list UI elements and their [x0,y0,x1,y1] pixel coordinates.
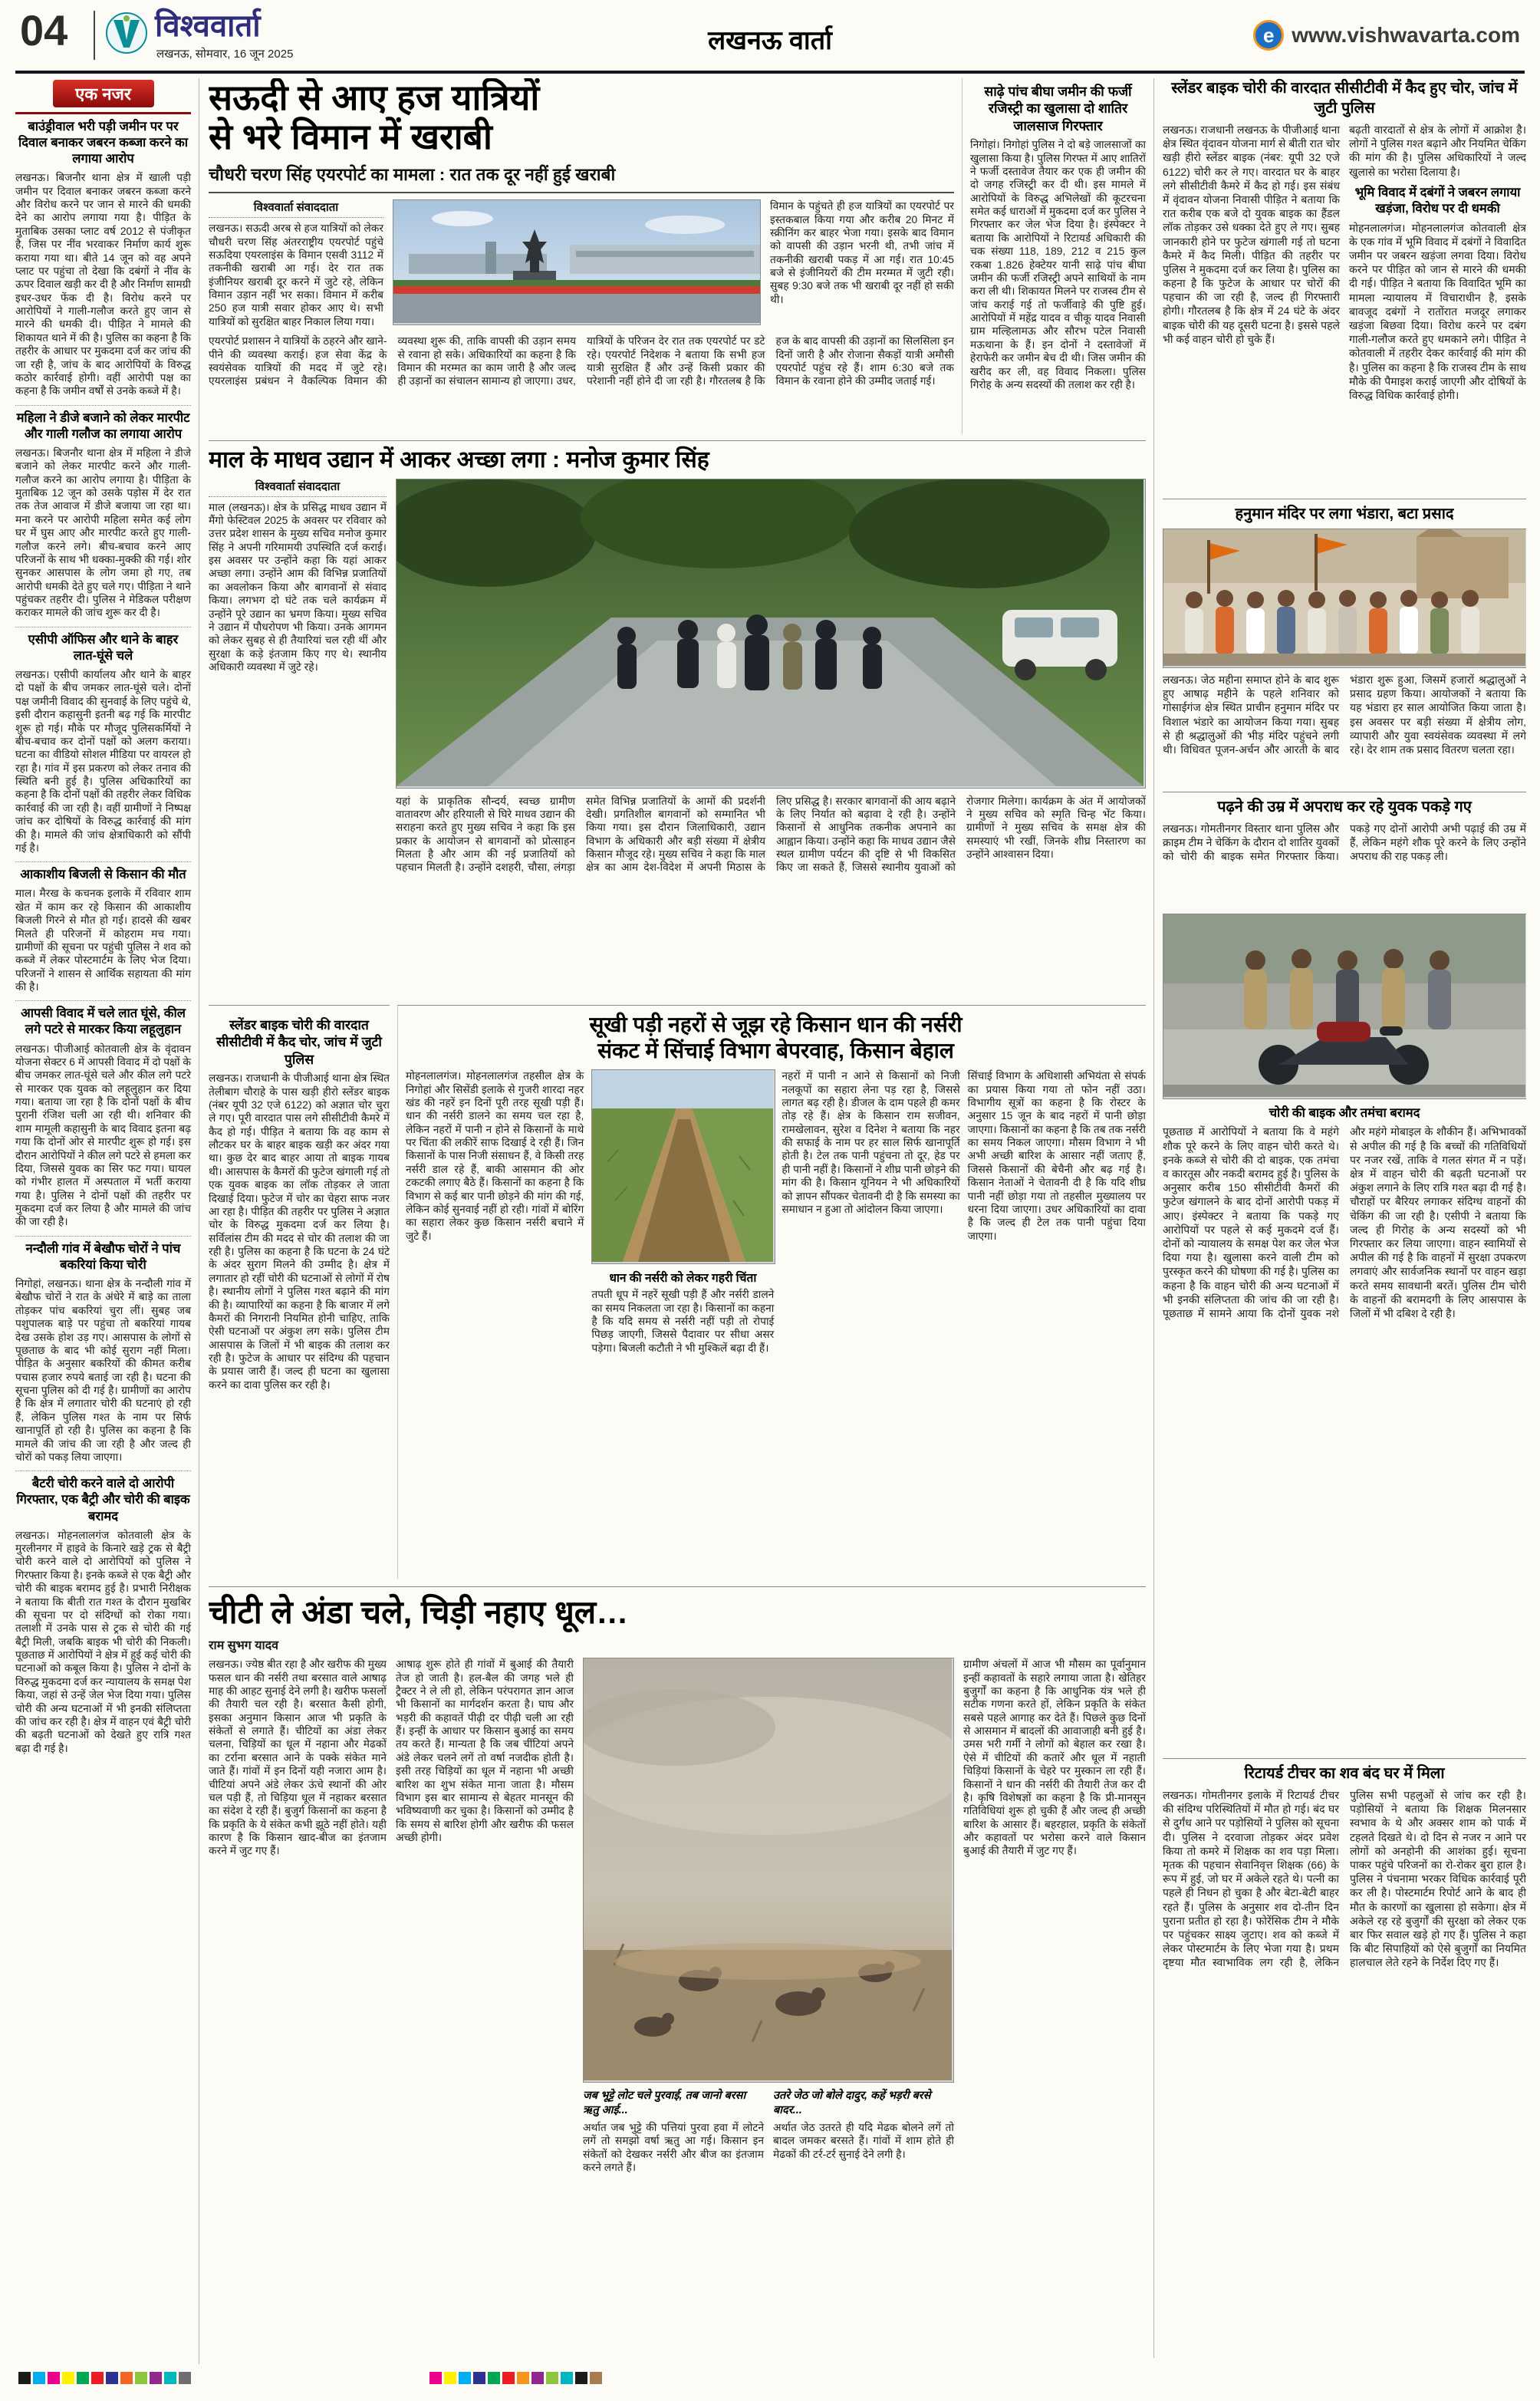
separator [15,861,191,862]
article-headline: भूमि विवाद में दबंगों ने जबरन लगाया खड़ंजा, विरोध पर दी धमकी [1354,185,1521,216]
color-swatch [517,2372,529,2384]
article-headline: पढ़ने की उम्र में अपराध कर रहे युवक पकड़े गए [1217,799,1472,815]
color-swatch [77,2372,89,2384]
monsoon-signs-story [209,1586,1146,2357]
color-swatch [531,2372,544,2384]
article-headline-line1: सूखी पड़ी नहरों से जूझ रहे किसान धान की नर्सरी [589,1013,962,1036]
main-headline-line1: सऊदी से आए हज यात्रियों [209,78,540,117]
main-body-columns [209,334,954,434]
police-motorcycle-photo [1163,914,1526,1099]
maal-body: यहां के प्राकृतिक सौन्दर्य, स्वच्छ ग्रामीण वातावरण और हरियाली से घिरे माधव उद्यान की सराहना करते हुए मुख्य सचिव ने कहा कि इस प्रकार के आयोजन से बागवानों को प्रोत्साहन मिलता है और आम की नई प्रजातियों को पहचान मिलती है। उन्होंने दशहरी, चौसा, लंगड़ा समेत विभिन्न प्रजातियों के आमों की प्रदर्शनी देखी। प्रगतिशील बागवानों को सम्मानित भी किया गया। इस दौरान जिलाधिकारी, उद्यान विभाग के अधिकारी और बड़ी संख्या में क्षेत्रीय किसान मौजूद रहे। मुख्य सचिव ने कहा कि माल क्षेत्र का आम देश-विदेश में अपनी मिठास के लिए प्रसिद्ध है। सरकार बागवानों की आय बढ़ाने के लिए निर्यात को बढ़ावा दे रही है। उन्होंने किसानों से आधुनिक तकनीक अपनाने का आह्वान किया। उन्होंने कहा कि माधव उद्यान जैसे स्थल ग्रामीण पर्यटन की दृष्टि से भी विकसित किए जा सकते हैं, जिससे स्थानीय युवाओं को रोजगार मिलेगा। कार्यक्रम के अंत में आयोजकों ने मुख्य सचिव को स्मृति चिन्ह भेंट किया। ग्रामीणों ने मुख्य सचिव के समक्ष क्षेत्र की समस्याएं भी रखीं, जिनके शीघ्र निस्तारण का उन्होंने आश्वासन दिया। [396,795,1146,874]
brand-v-icon [106,12,147,54]
madhav-udyan-story [209,440,1146,999]
color-swatch [575,2372,587,2384]
sukhi-col4 [968,1069,1146,1566]
article-headline: स्लेंडर बाइक चोरी की वारदात सीसीटीवी में कैद चोर, जांच में जुटी पुलिस [216,1017,382,1067]
dry-canal-story [397,1005,1146,1579]
inner-subhead: चोरी की बाइक और तमंचा बरामद [1269,1106,1420,1120]
sukhi-col1 [406,1069,584,1566]
ek-nazar-title: एक नजर [53,80,154,107]
ek-nazar-article [15,1241,191,1464]
color-swatch [135,2372,147,2384]
article-body: लखनऊ। पीजीआई कोतवाली क्षेत्र के वृंदावन योजना सेक्टर 6 में आपसी विवाद में दो पक्षों के बीच जमकर लात-घूंसे चले और कील लगे पटरे से मारकर एक युवक को लहूलुहान कर दिया गया। बताया जा रहा है कि दोनों पक्षों के बीच पुरानी रंजिश चली आ रही थी। शनिवार की शाम मामूली कहासुनी के बाद विवाद इतना बढ़ गया कि दोनों ओर से मारपीट शुरू हो गई। इस दौरान आरोपियों ने कील लगे पटरे से हमला कर दिया, जिससे युवक का सिर फट गया। घायल को गंभीर हालत में अस्पताल में भर्ती कराया गया है। पुलिस ने दोनों पक्षों की तहरीर पर मुकदमा दर्ज कर लिया है और मामले की जांच की जा रही है। [15,1042,191,1228]
chiti-col1 [209,1658,387,2348]
article-body: लखनऊ। मोहनलालगंज कोतवाली क्षेत्र के मुरलीनगर में हाइवे के किनारे खड़े ट्रक से बैट्री चोरी करने वाले दो आरोपियों को पुलिस ने गिरफ्तार किया है। इनके कब्जे से एक बैट्री और चोरी की बाइक बरामद हुई है। प्रभारी निरीक्षक ने बताया कि बीती रात गश्त के दौरान मुखबिर की सूचना पर दो संदिग्धों को रोका गया। तलाशी में उनके पास से ट्रक से चोरी की गई बैट्री मिली, जबकि बाइक भी चोरी की निकली। पूछताछ में आरोपियों ने क्षेत्र में हुई कई चोरी की घटनाओं को कबूल किया है। पुलिस ने दोनों के विरुद्ध मुकदमा दर्ज कर न्यायालय के समक्ष पेश किया, जहां से उन्हें जेल भेज दिया गया। पुलिस चोरी की अन्य घटनाओं में भी इनकी संलिप्तता की जांच कर रही है। क्षेत्र में वाहन एवं बैट्री चोरी की बढ़ती घटनाओं को देखते हुए रात्रि गश्त बढ़ा दी गई है। [15,1529,192,1754]
article-headline: एसीपी ऑफिस और थाने के बाहर लात-घूंसे चले [28,632,179,663]
ek-nazar-rule [15,112,191,114]
globe-e-icon: e [1253,20,1284,51]
ek-nazar-article [15,119,191,398]
bike-theft-story-center [209,1005,390,1579]
sukhi-col2 [591,1069,774,1566]
article-body: लखनऊ। बिजनौर थाना क्षेत्र में खाली पड़ी जमीन पर दिवाल बनाकर जबरन कब्जा करने और विरोध करने पर जान से मारने की धमकी देने का आरोप लगाया गया है। पीड़ित के मुताबिक उसका प्लाट वर्ष 2012 से पंजीकृत है, जिस पर नींव भरवाकर निर्माण कार्य शुरू कराया गया था। बीते 14 जून को वह अपने प्लाट पर पहुंचा तो देखा कि दबंगों ने नींव के ऊपर दिवाल खड़ी कर दी है और निर्माण सामग्री इधर-उधर फेंक दी है। विरोध करने पर आरोपियों ने गाली-गलौज करते हुए जान से मारने की धमकी दी। पीड़ित ने मामले की शिकायत थाने में की है। पुलिस का कहना है कि तहरीर के आधार पर मुकदमा दर्ज कर जांच की जा रही है, जांच के बाद आरोपियों के विरुद्ध कठोर कार्रवाई होगी। वहीं आरोपी पक्ष का कहना है कि जमीन वर्षों से उनके कब्जे में है। [15,172,191,397]
color-swatch [561,2372,573,2384]
main-lead: लखनऊ। सऊदी अरब से हज यात्रियों को लेकर चौधरी चरण सिंह अंतरराष्ट्रीय एयरपोर्ट पहुंचे सऊदिया एयरलाइंस के विमान एसवी 3112 में तकनीकी खराबी आ गई। देर रात तक इंजीनियर खराबी दूर करने में जुटे रहे, लेकिन विमान उड़ान नहीं भर सका। विमान में करीब 250 हज यात्री सवार होकर आए थे। सभी यात्रियों को सुरक्षित बाहर निकाल लिया गया। [209,222,383,328]
ek-nazar-article [15,1006,191,1228]
ek-nazar-column [15,78,199,2364]
article-body: लखनऊ। ज्येष्ठ बीत रहा है और खरीफ की मुख्य फसल धान की नर्सरी तथा बरसात वाले आषाढ़ माह की आहट सुनाई देने लगी है। खरीफ फसलों की तैयारी चल रही है। बरसात कैसी होगी, इसका अनुमान किसान आज भी प्रकृति के संकेतों से लगाते हैं। चीटियों का अंडा लेकर चलना, चिड़ियों का धूल में नहाना और मेढकों का टर्राना बरसात आने के पक्के संकेत माने जाते हैं। गांवों में इन दिनों यही नजारा आम है। चीटियां अपने अंडे लेकर ऊंचे स्थानों की ओर चल पड़ी हैं, तो चिड़िया धूल में नहाकर बरसात का संदेश दे रही हैं। बुजुर्ग किसानों का कहना है कि प्रकृति के ये संकेत कभी झूठे नहीं होते। यही कारण है कि किसान खाद-बीज का इंतजाम करने में जुट गए हैं। [209,1658,387,1857]
main-body-right: विमान के पहुंचते ही हज यात्रियों का एयरपोर्ट पर इस्तकबाल किया गया और करीब 20 मिनट में स्क्रीनिंग कर बाहर भेजा गया। इसके बाद विमान को वापसी की उड़ान भरनी थी, तभी जांच में तकनीकी खराबी पकड़ में आ गई। रात 10:45 बजे से इंजीनियरों की टीम मरम्मत में जुटी रही। सुबह 9:30 बजे तक भी खराबी दूर नहीं हो सकी थी। [770,200,954,305]
airport-photo [393,199,761,325]
article-body: नहरों में पानी न आने से किसानों को निजी नलकूपों का सहारा लेना पड़ रहा है, जिससे लागत बढ़ रही है। डीजल के दाम पहले ही कमर तोड़ रहे हैं। क्षेत्र के किसान राम सजीवन, रामखेलावन, सुरेश व दिनेश ने बताया कि नहर की सफाई के नाम पर हर साल सिर्फ खानापूर्ति होती है। टेल तक पानी पहुंचना तो दूर, हेड पर ही पानी नहीं है। किसानों ने शीघ्र पानी छोड़ने की मांग की है। किसान यूनियन ने भी अधिकारियों को ज्ञापन सौंपकर चेतावनी दी है कि समस्या का समाधान न हुआ तो आंदोलन किया जाएगा। [782,1070,960,1215]
brand-name: विश्ववार्ता [155,9,261,43]
article-body: मोहनलालगंज। मोहनलालगंज कोतवाली क्षेत्र के एक गांव में भूमि विवाद में दबंगों ने विवादित जमीन पर जबरन खड़ंजा लगवा दिया। विरोध करने पर पीड़ित को जान से मारने की धमकी दी गई। पीड़ित ने बताया कि विवादित भूमि का मामला न्यायालय में विचाराधीन है, इसके बावजूद दबंगों ने रातोंरात मजदूर लगाकर खड़ंजा बिछवा दिया। विरोध करने पर दबंग गाली-गलौज करते हुए धमकाने लगे। पीड़ित ने कोतवाली में तहरीर देकर कार्रवाई की मांग की है। पुलिस का कहना है कि राजस्व टीम के साथ मौके की पैमाइश कराई जाएगी और दोषियों के विरुद्ध विधिक कार्रवाई होगी। [1349,221,1526,401]
article-body: मोहनलालगंज। मोहनलालगंज तहसील क्षेत्र के निगोहां और सिसेंडी इलाके से गुजरी शारदा नहर खंड की नहरें इन दिनों पूरी तरह सूखी पड़ी हैं। धान की नर्सरी डालने का समय चल रहा है, लेकिन नहरों में पानी न होने से किसानों के माथे पर चिंता की लकीरें साफ दिखाई दे रही हैं। जिन किसानों के पास निजी संसाधन हैं, वे किसी तरह नर्सरी डाल रहे हैं, बाकी आसमान की ओर टकटकी लगाए बैठे हैं। किसानों का कहना है कि विभाग से कई बार पानी छोड़ने की मांग की गई, लेकिन कोई सुनवाई नहीं हो रही। गांवों में बोरिंग का सहारा लेकर कुछ किसान नर्सरी बचाने में जुटे हैं। [406,1070,584,1242]
article-body: पूछताछ में आरोपियों ने बताया कि वे महंगे शौक पूरे करने के लिए वाहन चोरी करते थे। इनके कब्जे से चोरी की दो बाइक, एक तमंचा व कारतूस और नकदी बरामद हुई है। पुलिस के अनुसार करीब 150 सीसीटीवी कैमरों की फुटेज खंगालने के बाद दोनों आरोपी पकड़ में आए। इंस्पेक्टर ने बताया कि पकड़े गए आरोपियों पर पहले से कई मुकदमे दर्ज हैं। दोनों को न्यायालय के समक्ष पेश कर जेल भेज दिया गया है। खुलासा करने वाली टीम को पुरस्कृत करने की घोषणा की गई है। पुलिस का कहना है कि वाहन चोरी की अन्य घटनाओं में भी इनकी संलिप्तता की जांच की जा रही है। पूछताछ में सामने आया कि दोनों युवक नशे और महंगे मोबाइल के शौकीन हैं। अभिभावकों से अपील की गई है कि बच्चों की गतिविधियों पर नजर रखें, ताकि वे गलत संगत में न पड़ें। क्षेत्र में वाहन चोरी की बढ़ती घटनाओं पर अंकुश लगाने के लिए रात्रि गश्त बढ़ा दी गई है। चौराहों पर बैरियर लगाकर संदिग्ध वाहनों की चेकिंग की जा रही है। एसीपी ने बताया कि जल्द ही गिरोह के अन्य सदस्यों को भी गिरफ्तार कर लिया जाएगा। वाहन स्वामियों से अपील की गई है कि वाहनों में सुरक्षा उपकरण लगवाएं और सार्वजनिक स्थानों पर वाहन खड़ा करते समय सावधानी बरतें। पुलिस टीम चोरी के वाहनों की बरामदगी के लिए आसपास के जिलों में भी दबिश दे रही है। [1163,1125,1526,1319]
byline: राम सुभग यादव [209,1639,279,1653]
main-body: एयरपोर्ट प्रशासन ने यात्रियों के ठहरने और खाने-पीने की व्यवस्था कराई। हज सेवा केंद्र के स्वयंसेवक यात्रियों की मदद में जुटे रहे। एयरलाइंस प्रबंधन ने वैकल्पिक विमान की व्यवस्था शुरू की, ताकि वापसी की उड़ान समय से रवाना हो सके। अधिकारियों का कहना है कि विमान की मरम्मत का काम जारी है और जल्द ही उड़ानों का संचालन सामान्य हो जाएगा। उधर, यात्रियों के परिजन देर रात तक एयरपोर्ट पर डटे रहे। एयरपोर्ट निदेशक ने बताया कि सभी हज यात्री सुरक्षित हैं और उन्हें किसी प्रकार की परेशानी नहीं होने दी जा रही है। गौरतलब है कि हज के बाद वापसी की उड़ानों का सिलसिला इन दिनों जारी है और रोजाना सैकड़ों यात्री अमौसी एयरपोर्ट पहुंच रहे हैं। शाम 6:30 बजे तक विमान के रवाना होने की उम्मीद जताई गई। [209,335,954,387]
color-swatch [18,2372,31,2384]
article-headline: हनुमान मंदिर पर लगा भंडारा, बटा प्रसाद [1235,506,1454,522]
color-swatch [91,2372,104,2384]
article-headline: आकाशीय बिजली से किसान की मौत [20,868,186,882]
color-swatch [164,2372,176,2384]
main-col-right [770,199,954,328]
article-body: आषाढ़ शुरू होते ही गांवों में बुआई की तैयारी तेज हो जाती है। हल-बैल की जगह भले ही ट्रैक्टर ने ले ली हो, लेकिन परंपरागत ज्ञान आज भी किसानों का मार्गदर्शन करता है। घाघ और भड़री की कहावतें पीढ़ी दर पीढ़ी चली आ रही हैं। इन्हीं के आधार पर किसान बुआई का समय तय करते हैं। मान्यता है कि जब चींटियां अपने अंडे लेकर चलने लगें तो वर्षा नजदीक होती है। इसी तरह चिड़ियों का धूल में नहाना भी अच्छी बारिश का शुभ संकेत माना जाता है। मौसम विभाग इस बार सामान्य से बेहतर मानसून की भविष्यवाणी कर चुका है। किसानों को उम्मीद है कि समय से बारिश होगी और खरीफ की फसल अच्छी होगी। [396,1658,574,1844]
dry-canal-photo [591,1069,775,1264]
article-headline: माल के माधव उद्यान में आकर अच्छा लगा : मनोज कुमार सिंह [209,447,709,473]
sukhi-col3 [782,1069,959,1566]
article-headline: रिटायर्ड टीचर का शव बंद घर में मिला [1244,1765,1445,1782]
article-headline: बैटरी चोरी करने वाले दो आरोपी गिरफ्तार, एक बैट्री और चोरी की बाइक बरामद [16,1477,190,1523]
article-headline: महिला ने डीजे बजाने को लेकर मारपीट और गाली गलौज का लगाया आरोप [16,410,190,441]
print-color-bar-left [18,2372,191,2384]
article-body: सिंचाई विभाग के अधिशासी अभियंता से संपर्क का प्रयास किया गया तो फोन नहीं उठा। विभागीय सूत्रों का कहना है कि रोस्टर के अनुसार 15 जून के बाद नहरों में पानी छोड़ा जाएगा। किसानों का कहना है कि तब तक नर्सरी का समय निकल जाएगा। मौसम विभाग ने भी अभी अच्छी बारिश के आसार नहीं जताए हैं, जिससे किसानों की बेचैनी और बढ़ गई है। किसान नेताओं ने चेतावनी दी है कि यदि शीघ्र पानी नहीं छोड़ा गया तो तहसील मुख्यालय पर धरना दिया जाएगा। उधर अधिकारियों का दावा है कि जल्द ही टेल तक पानी पहुंचा दिया जाएगा। [967,1070,1146,1242]
article-headline: चीटी ले अंडा चले, चिड़ी नहाए धूल… [209,1594,629,1630]
color-swatch [120,2372,133,2384]
color-swatch [429,2372,442,2384]
color-swatch [179,2372,191,2384]
masthead-divider [94,11,95,60]
color-swatch [106,2372,118,2384]
hanuman-bhandara-story [1163,499,1526,784]
padhne-intro-columns [1163,822,1526,907]
edition-title: लखनऊ वार्ता [708,26,832,55]
inner-subhead: धान की नर्सरी को लेकर गहरी चिंता [609,1272,757,1286]
article-body: निगोहां। निगोहां पुलिस ने दो बड़े जालसाजों का खुलासा किया है। पुलिस गिरफ्त में आए शातिरों ने फर्जी दस्तावेज तैयार कर एक ही जमीन की दो जगह रजिस्ट्री कर दी थी। इस मामले में आरोपियों के विरुद्ध अभिलेखों की कूटरचना समेत कई धाराओं में मुकदमा दर्ज कर पुलिस ने गिरफ्तार कर जेल भेज दिया है। इंस्पेक्टर ने बताया कि आरोपियों ने रिटायर्ड अधिकारी की चक संख्या 118, 189, 212 व 215 कुल रकबा 1.826 हेक्टेयर यानी साढ़े पांच बीघा जमीन की फर्जी रजिस्ट्री अपने साथियों के नाम करा ली थी। शिकायत मिलने पर राजस्व टीम से जांच कराई गई तो फर्जीवाड़े की पुष्टि हुई। आरोपियों में महेंद्र यादव व चीकू यादव निवासी ग्राम मल्हिलामऊ और सौरभ पटेल निवासी मऊथाना के हैं। इन दोनों ने दस्तावेजों में हेराफेरी कर जमीन बेच दी थी। जिस जमीन की खरीद कर ली, वह विवाद निकला। पुलिस गिरोह के अन्य सदस्यों की तलाश कर रही है। [970,139,1146,390]
color-swatch [546,2372,558,2384]
color-swatch [473,2372,485,2384]
article-headline: आपसी विवाद में चले लात घूंसे, कील लगे पटरे से मारकर किया लहूलुहान [21,1006,186,1037]
dateline: लखनऊ, सोमवार, 16 जून 2025 [156,48,294,61]
main-col-left [209,199,383,328]
masthead [15,5,1525,74]
main-headline-line2: से भरे विमान में खराबी [209,116,492,156]
article-body: लखनऊ। राजधानी लखनऊ के पीजीआई थाना क्षेत्र स्थित वृंदावन योजना मार्ग से बीती रात चोर खड़ी हीरो स्लेंडर बाइक (नंबर: यूपी 32 एजे 6122) चोरी कर ले गए। वारदात घर के बाहर लगे सीसीटीवी कैमरे में कैद हो गई। इस संबंध में वृंदावन योजना निवासी पीड़ित ने बताया कि रात करीब एक बजे दो युवक बाइक का हैंडल लॉक तोड़कर उसे धक्का देते हुए ले गए। सुबह जानकारी होने पर फुटेज खंगाली गई तो घटना कैमरे में कैद मिली। पीड़ित की तहरीर पर पुलिस ने मुकदमा दर्ज कर लिया है। पुलिस का कहना है कि फुटेज के आधार पर चोरों की पहचान की जा रही है, जल्द ही गिरफ्तारी होगी। गौरतलब है कि क्षेत्र में 24 घंटे के अंदर बाइक चोरी की यह दूसरी घटना है। इससे पहले भी कई वाहन चोरी हो चुके हैं। [1163,124,1340,345]
article-body: निगोहां, लखनऊ। थाना क्षेत्र के नन्दौली गांव में बेखौफ चोरों ने रात के अंधेरे में बाड़े का ताला तोड़कर पांच बकरियां चुरा लीं। सुबह जब पशुपालक बाड़े पर पहुंचा तो बकरियां गायब देख उसके होश उड़ गए। आसपास के लोगों से पूछताछ के बाद भी कोई सुराग नहीं मिला। पीड़ित के अनुसार बकरियों की कीमत करीब पचास हजार रुपये बताई जा रही है। घटना की सूचना पुलिस को दी गई है। ग्रामीणों का आरोप है कि क्षेत्र में लगातार चोरी की घटनाएं हो रही हैं, लेकिन पुलिस गश्त के नाम पर सिर्फ खानापूर्ति हो रही है। पुलिस का कहना है कि मामले की जांच की जा रही है और जल्द ही चोरों को पकड़ लिया जाएगा। [15,1278,191,1463]
proverb-1: जब भूट्टे लोट चले पुरवाई, तब जानो बरसा ऋतु आई... [583,2090,746,2117]
ek-nazar-article [15,1476,191,1755]
color-swatch [444,2372,456,2384]
article-body: लखनऊ। एसीपी कार्यालय और थाने के बाहर दो पक्षों के बीच जमकर लात-घूंसे चले। दोनों पक्ष जमीनी विवाद की सुनवाई के लिए पहुंचे थे, इसी दौरान कहासुनी इतनी बढ़ गई कि मारपीट शुरू हो गई। मौके पर मौजूद पुलिसकर्मियों ने बीच-बचाव कर दोनों पक्षों को अलग कराया। घटना का वीडियो सोशल मीडिया पर वायरल हो रहा है। गांव में इस प्रकरण को लेकर तनाव की स्थिति बनी हुई है। पुलिस अधिकारियों का कहना है कि दोनों पक्षों की तहरीर लेकर विधिक कार्रवाई की जा रही है। वहीं ग्रामीणों ने निष्पक्ष जांच कर दोषियों के विरुद्ध कार्रवाई की मांग की है। मामले की जांच क्षेत्राधिकारी को सौंपी गई है। [15,669,191,854]
byline: विश्ववार्ता संवाददाता [209,199,383,218]
young-offenders-story [1163,792,1526,1751]
article-body: बढ़ती वारदातों से क्षेत्र के लोगों में आक्रोश है। लोगों ने पुलिस गश्त बढ़ाने और नियमित चेकिंग की मांग की है। पुलिस अधिकारियों ने जल्द खुलासे का भरोसा दिलाया है। [1349,124,1526,178]
article-headline-line2: संकट में सिंचाई विभाग बेपरवाह, किसान बेहाल [597,1038,954,1062]
article-body: लखनऊ। राजधानी के पीजीआई थाना क्षेत्र स्थित तेलीबाग चौराहे के पास खड़ी हीरो स्लेंडर बाइक (नंबर यूपी 32 एजे 6122) को अज्ञात चोर चुरा ले गए। पूरी वारदात पास लगे सीसीटीवी कैमरे में कैद हो गई। पीड़ित ने बताया कि वह काम से लौटकर घर के बाहर बाइक खड़ी कर अंदर गया था। कुछ देर बाद बाहर आया तो बाइक गायब थी। आसपास के कैमरों की फुटेज खंगाली गई तो एक युवक बाइक का लॉक तोड़कर ले जाता दिखाई दिया। फुटेज में चोर का चेहरा साफ नजर आ रहा है। पीड़ित की तहरीर पर पुलिस ने अज्ञात चोर के विरुद्ध मुकदमा दर्ज कर लिया है। सर्विलांस टीम की मदद से चोर की तलाश की जा रही है। पुलिस का कहना है कि घटना के 24 घंटे के अंदर सुराग मिलने की उम्मीद है। क्षेत्र में लगातार हो रहीं चोरी की घटनाओं से लोगों में रोष है। स्थानीय लोगों ने पुलिस गश्त बढ़ाने की मांग की है। व्यापारियों का कहना है कि बाजार में लगे कैमरों की निगरानी नियमित होनी चाहिए, ताकि ऐसी घटनाओं पर अंकुश लग सके। पुलिस टीम आसपास के जिलों में भी बाइक की तलाश कर रही है। फुटेज के आधार पर संदिग्ध की पहचान के प्रयास जारी हैं। जल्द ही घटना का खुलासा करने का दावा पुलिस कर रही है। [209,1072,390,1391]
article-headline: साढ़े पांच बीघा जमीन की फर्जी रजिस्ट्री का खुलासा दो शातिर जालसाज गिरफ्तार [984,84,1132,133]
website-url[interactable]: www.vishwavarta.com [1292,23,1520,47]
chiti-col2 [396,1658,574,2348]
website-link[interactable] [1253,20,1520,51]
hanuman-body-columns [1163,673,1526,765]
color-swatch [459,2372,471,2384]
separator [15,405,191,406]
page-number: 04 [20,6,68,54]
padhne-body-columns [1163,1125,1526,1715]
ek-nazar-article [15,867,191,993]
proverb-2-note: अर्थात जेठ उतरते ही यदि मेढक बोलने लगें तो बादल जमकर बरसते हैं। गांवों में शाम होते ही मेढकों की टर्र-टर्र सुनाई देने लगी है। [773,2121,954,2160]
bike-theft-story-right [1163,78,1526,492]
article-headline: स्लेंडर बाइक चोरी की वारदात सीसीटीवी में कैद हुए चोर, जांच में जुटी पुलिस [1171,80,1518,117]
article-body: ग्रामीण अंचलों में आज भी मौसम का पूर्वानुमान इन्हीं कहावतों के सहारे लगाया जाता है। खेतिहर बुजुर्गों का कहना है कि आधुनिक यंत्र भले ही सटीक गणना करते हों, लेकिन प्रकृति के संकेत सबसे पहले आगाह कर देते हैं। पिछले कुछ दिनों से आसमान में बादलों की आवाजाही बनी हुई है। उमस भरी गर्मी ने लोगों को बेहाल कर रखा है। ऐसे में चीटियों की कतारें और धूल में नहाती चिड़ियां किसानों के चेहरे पर मुस्कान ला रही हैं। किसानों ने धान की नर्सरी की तैयारी तेज कर दी है। कृषि विशेषज्ञों का कहना है कि प्री-मानसून गतिविधियां शुरू हो चुकी हैं और जल्द ही अच्छी बारिश के आसार हैं। बहरहाल, प्रकृति के संकेतों और कहावतों पर भरोसा करने वाले किसान बुआई की तैयारी में जुट गए हैं। [963,1658,1146,1857]
color-swatch [590,2372,602,2384]
color-swatch [488,2372,500,2384]
slender-col1 [1163,123,1340,405]
byline: विश्ववार्ता संवाददाता [209,479,387,497]
article-body: लखनऊ। बिजनौर थाना क्षेत्र में महिला ने डीजे बजाने को लेकर मारपीट करने और गाली-गलौज करने का आरोप लगाया है। पीड़िता के मुताबिक 12 जून को उसके पड़ोस में देर रात तक तेज आवाज में डीजे बजाया जा रहा था। मना करने पर आरोपी महिला समेत कई लोग घर में घुस आए और मारपीट करते हुए गाली-गलौज करने लगे। बीच-बचाव करने आए परिजनों के साथ भी धक्का-मुक्की की गई। शोर सुनकर आसपास के लोग जमा हो गए, तब आरोपी धमकी देते हुए चले गए। पीड़िता ने थाने पहुंचकर तहरीर दी। पुलिस ने मेडिकल परीक्षण कराकर मामले की जांच शुरू कर दी है। [15,446,191,619]
main-subhead: चौधरी चरण सिंह एयरपोर्ट का मामला : रात तक दूर नहीं हुई खराबी [209,162,954,193]
retired-body-columns [1163,1788,1526,2340]
separator [15,1236,191,1237]
fraud-registry-story [962,78,1146,434]
ek-nazar-article [15,410,191,620]
color-swatch [48,2372,60,2384]
article-intro: लखनऊ। गोमतीनगर विस्तार थाना पुलिस और क्राइम टीम ने चेकिंग के दौरान दो शातिर युवकों को चोरी की बाइक समेत गिरफ्तार किया। पकड़े गए दोनों आरोपी अभी पढ़ाई की उम्र में हैं, लेकिन महंगे शौक पूरे करने के लिए उन्होंने अपराध की राह पकड़ ली। [1163,822,1526,863]
bhandara-group-photo [1163,529,1526,668]
maal-right-area [396,479,1146,988]
separator [15,1000,191,1001]
main-story [209,78,954,434]
article-body: माल। मैरख के कचनक इलाके में रविवार शाम खेत में काम कर रहे किसान की आकाशीय बिजली गिरने से मौत हो गई। हादसे की खबर मिलते ही परिजनों में कोहराम मच गया। ग्रामीणों की सूचना पर पहुंची पुलिस ने शव को कब्जे में लेकर पोस्टमार्टम के लिए भेज दिया। परिजनों ने शासन से आर्थिक सहायता की मांग की है। [15,888,191,993]
dust-bath-photo [583,1658,954,2083]
chiti-note2-col [773,2089,954,2177]
chiti-photo-area [583,1658,954,2348]
retired-teacher-story [1163,1758,1526,2358]
slender-col2 [1349,123,1526,405]
chiti-note1-col [583,2089,764,2177]
column-rule [1153,78,1154,2358]
article-body: लखनऊ। जेठ महीना समाप्त होने के बाद शुरू हुए आषाढ़ महीने के पहले शनिवार को गोसाईगंज क्षेत्र स्थित प्राचीन हनुमान मंदिर पर विशाल भंडारे का आयोजन किया गया। सुबह से ही श्रद्धालुओं की भीड़ मंदिर पहुंचने लगी थी। विधिवत पूजन-अर्चन और आरती के बाद भंडारा शुरू हुआ, जिसमें हजारों श्रद्धालुओं ने प्रसाद ग्रहण किया। आयोजकों ने बताया कि यह भंडारा हर साल आयोजित किया जाता है। इस अवसर पर बड़ी संख्या में क्षेत्रीय लोग, व्यापारी और युवा स्वयंसेवक व्यवस्था में लगे रहे। देर शाम तक प्रसाद वितरण चलता रहा। [1163,674,1526,756]
print-color-bar-center [429,2372,602,2384]
proverb-2: उतरे जेठ जो बोले दादुर, कहें भड़री बरसे बादर... [773,2090,931,2117]
garden-walk-photo [396,479,1146,789]
ek-nazar-article [15,632,191,855]
article-headline: नन्दौली गांव में बेखौफ चोरों ने पांच बकरियां किया चोरी [25,1241,181,1272]
color-swatch [33,2372,45,2384]
color-swatch [502,2372,515,2384]
article-body: तपती धूप में नहरें सूखी पड़ी हैं और नर्सरी डालने का समय निकलता जा रहा है। किसानों का कहना है कि यदि समय से नर्सरी नहीं पड़ी तो रोपाई पिछड़ जाएगी, जिससे पैदावार पर सीधा असर पड़ेगा। बिजली कटौती ने भी मुश्किलें बढ़ा दी हैं। [591,1289,775,1354]
proverb-1-note: अर्थात जब भुट्टे की पत्तियां पुरवा हवा में लोटने लगें तो समझो वर्षा ऋतु आ गई। किसान इन संकेतों को देखकर नर्सरी और बीज का इंतजाम करने लगते हैं। [583,2121,764,2173]
maal-body-columns [396,795,1146,980]
chiti-col3 [963,1658,1146,2348]
article-body: लखनऊ। गोमतीनगर इलाके में रिटायर्ड टीचर की संदिग्ध परिस्थितियों में मौत हो गई। बंद घर से दुर्गंध आने पर पड़ोसियों ने पुलिस को सूचना दी। पुलिस ने दरवाजा तोड़कर अंदर प्रवेश किया तो कमरे में शिक्षक का शव पड़ा मिला। मृतक की पहचान सेवानिवृत्त शिक्षक (66) के रूप में हुई, जो घर में अकेले रहते थे। पत्नी का पहले ही निधन हो चुका है और बेटा-बेटी बाहर रहते हैं। पुलिस के अनुसार शव दो-तीन दिन पुराना प्रतीत हो रहा है। फोरेंसिक टीम ने मौके पर पहुंचकर साक्ष्य जुटाए। शव को कब्जे में लेकर पोस्टमार्टम के लिए भेजा गया है। प्रथम दृष्टया मौत स्वाभाविक लग रही है, लेकिन पुलिस सभी पहलुओं से जांच कर रही है। पड़ोसियों ने बताया कि शिक्षक मिलनसार स्वभाव के थे और अक्सर शाम को पार्क में टहलते दिखते थे। दो दिन से नजर न आने पर लोगों को अनहोनी की आशंका हुई। सूचना पाकर पहुंचे परिजनों का रो-रोकर बुरा हाल है। पुलिस ने पंचनामा भरकर विधिक कार्रवाई पूरी कर ली है। पोस्टमार्टम रिपोर्ट आने के बाद ही मौत के कारणों का खुलासा हो सकेगा। क्षेत्र में अकेले रह रहे बुजुर्गों की सुरक्षा को लेकर एक बार फिर सवाल खड़े हो गए हैं। पुलिस ने कहा कि बीट सिपाहियों को ऐसे बुजुर्गों का नियमित हालचाल लेते रहने के निर्देश दिए गए हैं। [1163,1789,1526,1969]
color-swatch [62,2372,74,2384]
article-headline: बाउंड्रीवाल भरी पड़ी जमीन पर पर दिवाल बनाकर जबरन कब्जा करने का लगाया आरोप [18,120,189,166]
maal-lead: माल (लखनऊ)। क्षेत्र के प्रसिद्ध माधव उद्यान में मैंगो फेस्टिवल 2025 के अवसर पर रविवार को उत्तर प्रदेश शासन के मुख्य सचिव मनोज कुमार सिंह ने अपनी गरिमामयी उपस्थिति दर्ज कराई। इस अवसर पर उन्होंने कहा कि यहां आकर अच्छा लगा। उन्होंने आम की विभिन्न प्रजातियों का अवलोकन किया और बागवानों से संवाद किया। लगभग दो घंटे तक चले कार्यक्रम में उन्होंने पूरे उद्यान का भ्रमण किया। मुख्य सचिव ने उद्यान में पौधरोपण भी किया। उनके आगमन को लेकर सुबह से ही तैयारियां चल रही थीं और सुरक्षा के कड़े इंतजाम किए गए थे। स्थानीय अधिकारी व्यवस्था में जुटे रहे। [209,501,387,673]
color-swatch [150,2372,162,2384]
maal-col-left [209,479,387,988]
